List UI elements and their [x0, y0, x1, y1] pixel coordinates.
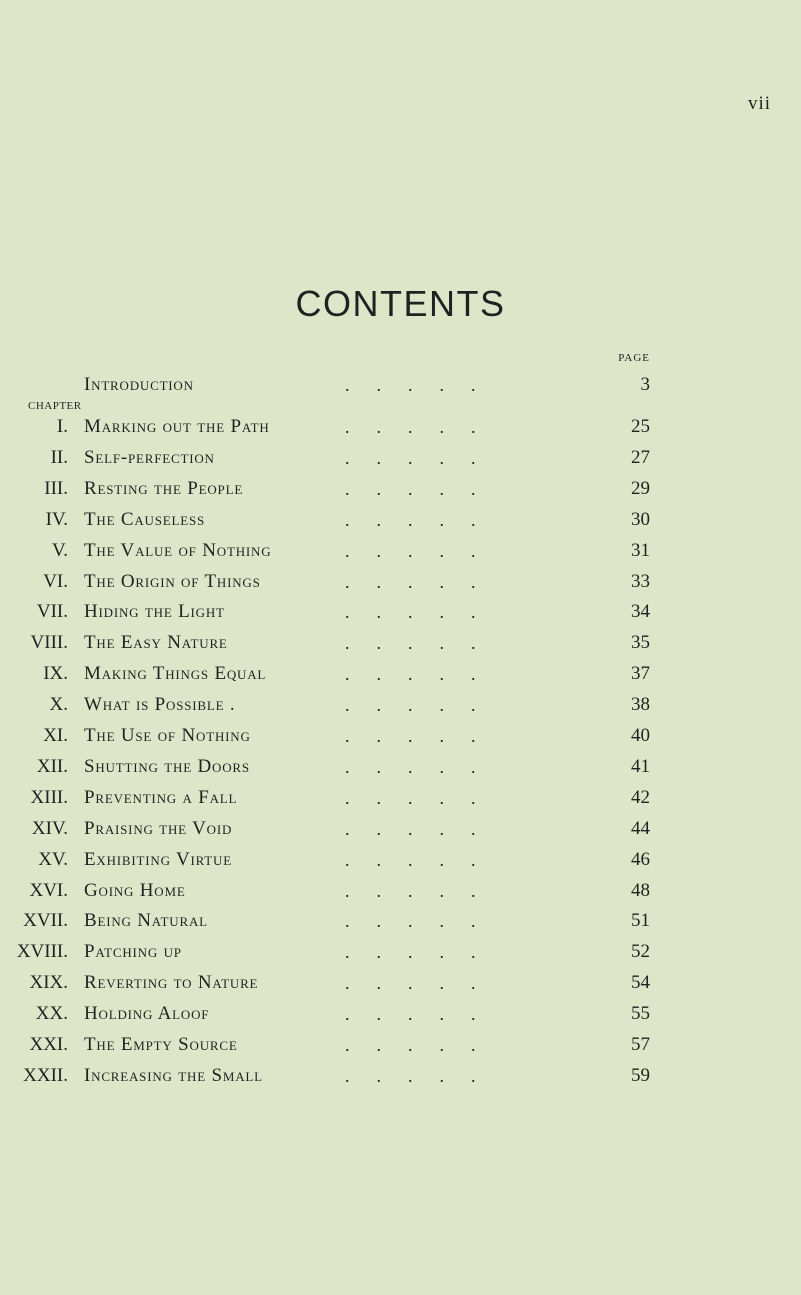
toc-page: 3 — [640, 374, 650, 395]
chapter-page: 37 — [631, 663, 650, 685]
chapter-page: 57 — [631, 1034, 650, 1055]
toc-row — [0, 690, 801, 720]
chapter-title: Going Home — [84, 879, 186, 901]
toc-dots: ..... — [345, 540, 503, 561]
chapter-page: 25 — [631, 416, 650, 437]
toc-row — [0, 1061, 801, 1091]
toc-row — [0, 443, 801, 473]
toc-dots: ..... — [345, 726, 503, 746]
chapter-number: XX. — [35, 1003, 68, 1025]
toc-dots: ..... — [345, 602, 503, 623]
chapter-title: The Causeless — [84, 508, 206, 530]
toc-row — [0, 567, 801, 597]
chapter-title: Holding Aloof — [84, 1003, 210, 1025]
toc-row — [0, 659, 801, 689]
chapter-title: Preventing a Fall — [84, 786, 238, 808]
toc-row — [0, 968, 801, 998]
chapter-number: XVIII. — [16, 941, 68, 963]
toc-dots: ..... — [345, 1065, 503, 1086]
chapter-number: XII. — [36, 755, 68, 777]
chapter-page: 38 — [631, 694, 650, 716]
chapter-page: 29 — [631, 477, 650, 499]
page-column-label: PAGE — [618, 352, 650, 364]
chapter-number: I. — [56, 416, 68, 437]
chapter-title: Shutting the Doors — [84, 755, 250, 777]
toc-dots: ..... — [345, 447, 503, 468]
toc-row — [0, 721, 801, 751]
toc-dots: ..... — [345, 375, 503, 395]
chapter-page: 44 — [631, 817, 650, 839]
toc-dots: ..... — [345, 695, 503, 716]
chapter-page: 33 — [631, 570, 650, 592]
chapter-title: Increasing the Small — [84, 1064, 263, 1086]
chapter-number: V. — [51, 539, 68, 561]
toc-dots: ..... — [345, 756, 503, 777]
toc-dots: ..... — [345, 417, 503, 437]
chapter-number: XIII. — [30, 786, 68, 808]
toc-row — [0, 628, 801, 658]
chapter-page: 31 — [631, 539, 650, 561]
toc-dots: ..... — [345, 849, 503, 870]
toc-row — [0, 474, 801, 504]
chapter-column-label: CHAPTER — [28, 400, 82, 412]
chapter-number: XXII. — [23, 1064, 68, 1086]
chapter-title: Being Natural — [84, 910, 208, 932]
chapter-page: 59 — [631, 1064, 650, 1086]
chapter-title: Praising the Void — [84, 817, 233, 839]
chapter-number: IV. — [45, 508, 68, 530]
chapter-page: 55 — [631, 1003, 650, 1025]
toc-row — [0, 783, 801, 813]
toc-dots: ..... — [345, 942, 503, 963]
chapter-page: 30 — [631, 508, 650, 530]
chapter-number: VII. — [36, 601, 68, 623]
chapter-page: 41 — [631, 755, 650, 777]
toc-row — [0, 505, 801, 535]
toc-dots: ..... — [345, 509, 503, 530]
chapter-number: XVI. — [29, 879, 68, 901]
toc-row-introduction — [0, 370, 801, 400]
chapter-title: The Value of Nothing — [84, 539, 272, 561]
toc-row — [0, 845, 801, 875]
chapter-title: Self-perfection — [84, 446, 215, 468]
toc-dots: ..... — [345, 818, 503, 839]
chapter-page: 52 — [631, 941, 650, 963]
chapter-page: 46 — [631, 848, 650, 870]
toc-row — [0, 814, 801, 844]
chapter-page: 35 — [631, 632, 650, 654]
chapter-title: What is Possible . — [84, 694, 236, 716]
toc-title: Introduction — [84, 374, 194, 395]
toc-dots: ..... — [345, 664, 503, 685]
chapter-number: IX. — [43, 663, 68, 685]
toc-row — [0, 1030, 801, 1060]
chapter-title: Reverting to Nature — [84, 972, 259, 994]
contents-title: CONTENTS — [295, 283, 506, 324]
chapter-number: XIX. — [29, 972, 68, 994]
toc-row — [0, 876, 801, 906]
toc-row — [0, 597, 801, 627]
chapter-number: VIII. — [30, 632, 68, 654]
chapter-title: The Use of Nothing — [84, 725, 251, 746]
chapter-number: XI. — [43, 725, 68, 746]
toc-row — [0, 752, 801, 782]
page-number: vii — [748, 93, 772, 114]
toc-row — [0, 412, 801, 442]
chapter-page: 27 — [631, 446, 650, 468]
toc-dots: ..... — [345, 1004, 503, 1025]
toc-dots: ..... — [345, 571, 503, 592]
chapter-title: Resting the People — [84, 477, 244, 499]
chapter-page: 54 — [631, 972, 650, 994]
chapter-page: 34 — [631, 601, 650, 623]
chapter-title: Patching up — [84, 941, 182, 963]
chapter-page: 40 — [631, 725, 650, 746]
chapter-number: XVII. — [23, 910, 68, 932]
chapter-page: 42 — [631, 786, 650, 808]
chapter-number: XV. — [38, 848, 68, 870]
chapter-title: The Origin of Things — [84, 570, 261, 592]
chapter-title: Exhibiting Virtue — [84, 848, 232, 870]
toc-dots: ..... — [345, 880, 503, 901]
toc-dots: ..... — [345, 478, 503, 499]
toc-row — [0, 906, 801, 936]
chapter-title: The Empty Source — [84, 1034, 238, 1055]
chapter-page: 48 — [631, 879, 650, 901]
toc-row — [0, 937, 801, 967]
chapter-number: X. — [49, 694, 68, 716]
toc-dots: ..... — [345, 911, 503, 932]
chapter-title: Making Things Equal — [84, 663, 267, 685]
chapter-title: Hiding the Light — [84, 601, 225, 623]
chapter-number: VI. — [43, 570, 68, 592]
toc-dots: ..... — [345, 973, 503, 994]
chapter-number: III. — [44, 477, 68, 499]
chapter-title: Marking out the Path — [84, 416, 270, 437]
chapter-page: 51 — [631, 910, 650, 932]
chapter-title: The Easy Nature — [84, 632, 228, 654]
chapter-number: II. — [50, 446, 68, 468]
chapter-number: XIV. — [31, 817, 68, 839]
chapter-number: XXI. — [29, 1034, 68, 1055]
toc-dots: ..... — [345, 787, 503, 808]
toc-row — [0, 999, 801, 1029]
toc-dots: ..... — [345, 633, 503, 654]
toc-row — [0, 536, 801, 566]
toc-dots: ..... — [345, 1035, 503, 1055]
